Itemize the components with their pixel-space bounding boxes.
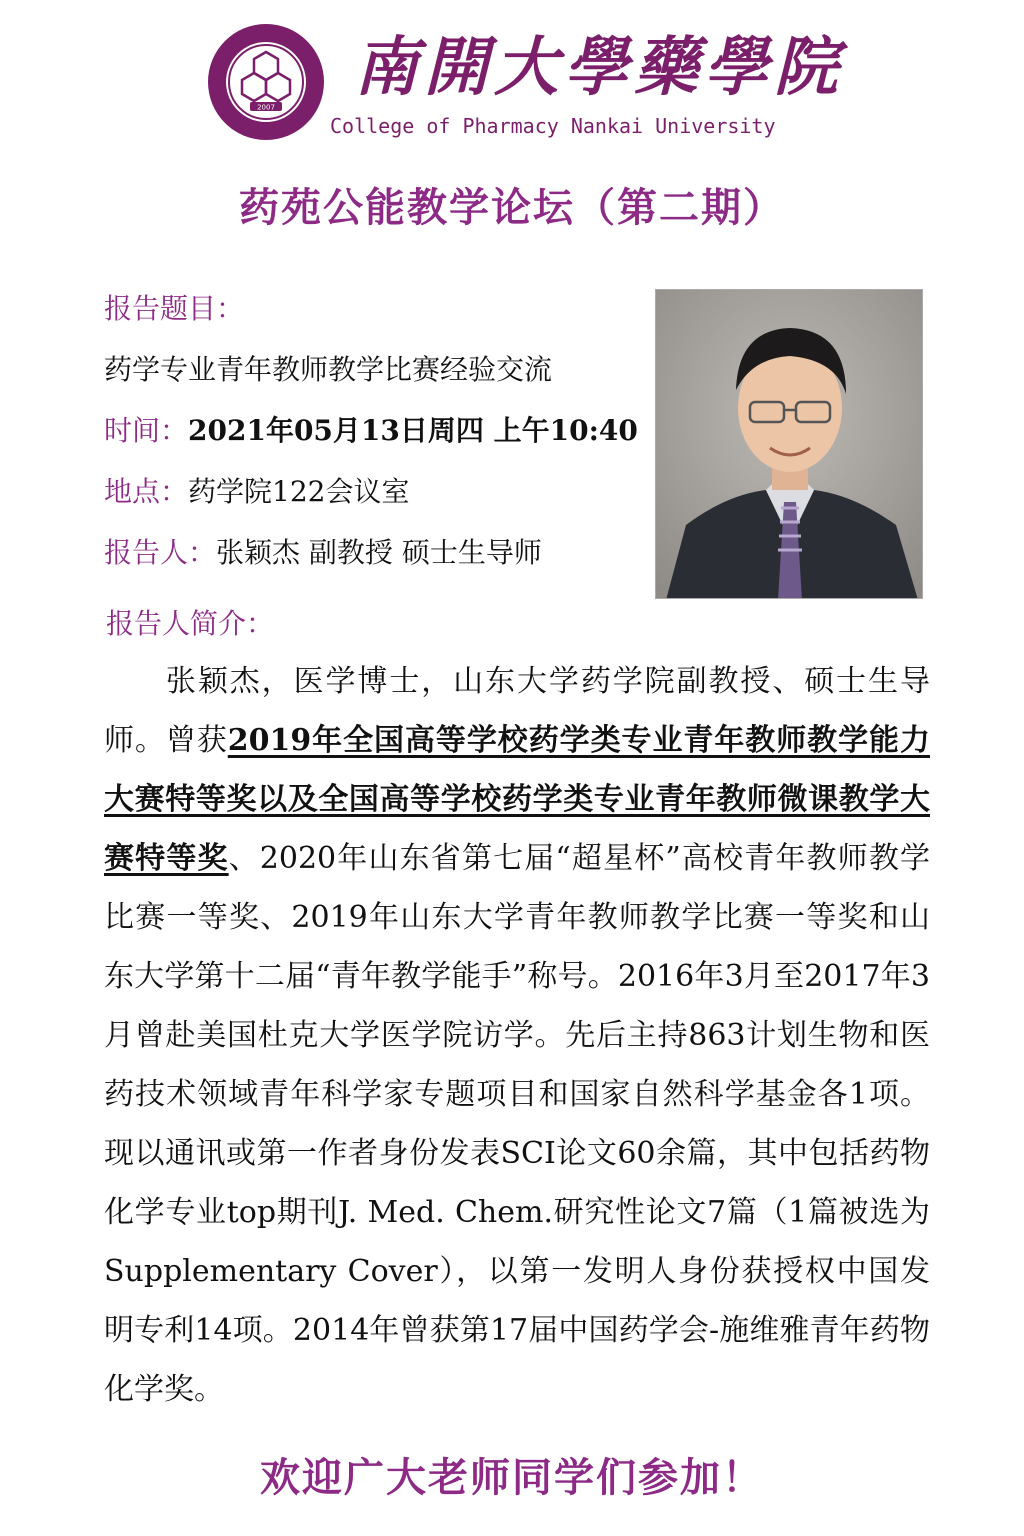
bio-award-highlight: 2019年全国高等学校药学类专业青年教师教学能力大赛特等奖以及全国高等学校药学类专业青年教师微课教学大赛特等奖 — [104, 723, 930, 876]
speaker-biography — [104, 652, 930, 1419]
portrait-illustration — [656, 290, 923, 599]
place-label: 地点： — [104, 475, 189, 508]
college-header — [206, 22, 844, 142]
time-value: 2021年05月13日周四 上午10:40 — [188, 414, 638, 447]
svg-text:2007: 2007 — [257, 103, 275, 112]
welcome-message: 欢迎广大老师同学们参加！ — [260, 1454, 764, 1501]
bio-lead: 张颖杰，医学博士，山东大学药学院副教授、硕士生导师。曾获 — [104, 664, 930, 758]
topic-text: 药学专业青年教师教学比赛经验交流 — [104, 353, 553, 386]
time-label: 时间： — [104, 414, 189, 447]
lecture-info — [104, 284, 664, 589]
place-row — [104, 467, 664, 528]
place-value: 药学院122会议室 — [188, 475, 410, 508]
college-seal-logo — [206, 22, 326, 142]
speaker-photo — [655, 289, 923, 599]
bio-rest: 、2020年山东省第七届“超星杯”高校青年教师教学比赛一等奖、2019年山东大学青年教师教学比赛一等奖和山东大学第十二届“青年教学能手”称号。2016年3月至2017年3月曾赴美国杜克大学医学院访学。先后主持863计划生物和医药技术领域青年科学家专题项目和国家自然科学基金各1项。现以通讯或第一作者身份发表SCI论文60余篇，其中包括药物化学专业top期刊J. Med. Chem.研究性论文7篇（1篇被选为Supplementary Cover），以第一发明人身份获授权中国发明专利14项。2014年曾获第17届中国药学会-施维雅青年药物化学奖。 — [104, 841, 930, 1407]
speaker-label: 报告人： — [104, 536, 217, 569]
intro-label: 报告人简介： — [106, 607, 275, 640]
college-english-name: College of Pharmacy Nankai University — [330, 114, 776, 138]
topic-label: 报告题目： — [104, 292, 245, 325]
forum-title: 药苑公能教学论坛（第二期） — [239, 184, 785, 231]
college-chinese-name: 南開大學藥學院 — [354, 30, 844, 105]
speaker-row — [104, 528, 664, 589]
topic-label-row — [104, 284, 664, 345]
topic-row — [104, 345, 664, 406]
speaker-value: 张颖杰 副教授 硕士生导师 — [216, 536, 542, 569]
time-row — [104, 406, 664, 467]
